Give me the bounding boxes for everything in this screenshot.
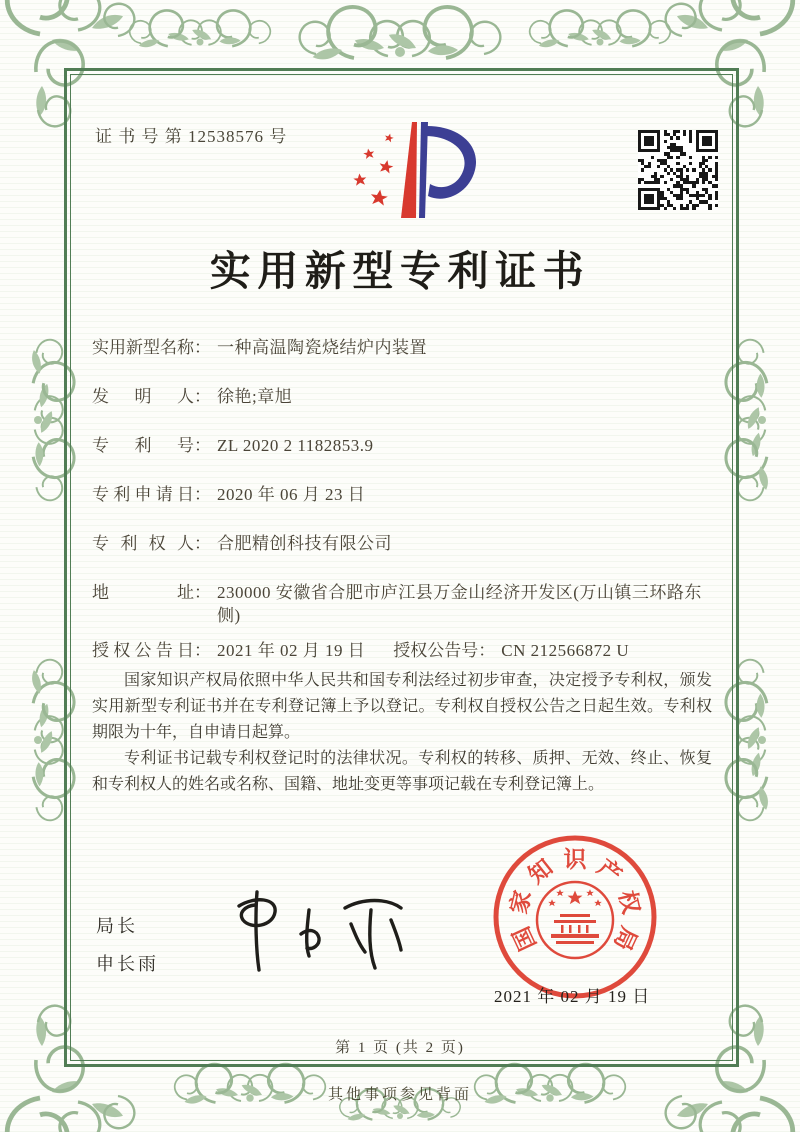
svg-text:局: 局 [609, 922, 642, 955]
field-label: 专利号 [92, 436, 194, 455]
svg-text:识: 识 [563, 847, 587, 872]
field-value: 230000 安徽省合肥市庐江县万金山经济开发区(万山镇三环路东侧) [217, 583, 702, 625]
director-signature-icon [205, 872, 435, 982]
field-colon: ： [194, 436, 211, 455]
svg-text:家: 家 [506, 888, 536, 917]
field-label: 地址 [92, 583, 194, 602]
svg-text:知: 知 [523, 854, 558, 889]
fields-section [92, 336, 717, 688]
field-value: 2021 年 02 月 19 日 [217, 641, 366, 660]
page-number: 第 1 页 (共 2 页) [335, 1040, 465, 1056]
field-colon: ： [478, 641, 496, 660]
qr-code-icon [638, 130, 718, 210]
field-value: 一种高温陶瓷烧结炉内装置 [217, 338, 427, 357]
field-colon: ： [194, 583, 211, 602]
svg-text:国: 国 [508, 922, 541, 955]
field-label-grant-number: 授权公告号 [393, 641, 479, 660]
field-address [92, 581, 717, 627]
cnipa-seal-icon [490, 832, 660, 1002]
legal-paragraphs [92, 668, 712, 798]
director-title: 局长 [96, 916, 138, 936]
field-colon: ： [194, 485, 211, 504]
field-value: 2020 年 06 月 23 日 [217, 485, 366, 504]
national-emblem-icon [537, 882, 613, 958]
field-value: ZL 2020 2 1182853.9 [217, 436, 374, 455]
certificate-title: 实用新型专利证书 [209, 248, 591, 294]
paragraph-grant-statement: 国家知识产权局依照中华人民共和国专利法经过初步审查，决定授予专利权，颁发实用新型专利证书并在专利登记簿上予以登记。专利权自授权公告之日起生效。专利权期限为十年，自申请日起算。 [92, 672, 712, 741]
field-patent-number [92, 434, 717, 457]
field-label: 授权公告日 [92, 641, 194, 660]
field-label: 专利申请日 [92, 485, 194, 504]
certificate-number: 证 书 号 第 12538576 号 [95, 127, 288, 146]
director-name: 申长雨 [96, 954, 159, 974]
field-colon: ： [194, 641, 211, 660]
cnipa-logo-icon [332, 110, 482, 235]
field-colon: ： [194, 338, 211, 357]
field-label: 发明人 [92, 387, 194, 406]
field-label: 专利权人 [92, 534, 194, 553]
field-label: 实用新型名称 [92, 338, 194, 357]
field-value: 合肥精创科技有限公司 [217, 534, 392, 553]
field-inventor [92, 385, 717, 408]
svg-text:产: 产 [592, 854, 627, 889]
field-utility-model-name [92, 336, 717, 359]
field-grant-date-and-number [92, 639, 717, 662]
field-colon: ： [194, 387, 211, 406]
field-patentee [92, 532, 717, 555]
seal-date: 2021 年 02 月 19 日 [494, 987, 651, 1006]
svg-text:权: 权 [614, 888, 644, 917]
field-filing-date [92, 483, 717, 506]
back-note: 其他事项参见背面 [327, 1087, 472, 1103]
field-value: 徐艳;章旭 [217, 387, 293, 406]
field-value-grant-number: CN 212566872 U [501, 641, 630, 660]
field-colon: ： [194, 534, 211, 553]
paragraph-register-statement: 专利证书记载专利权登记时的法律状况。专利权的转移、质押、无效、终止、恢复和专利权人的姓名或名称、国籍、地址变更等事项记载在专利登记簿上。 [92, 750, 712, 793]
